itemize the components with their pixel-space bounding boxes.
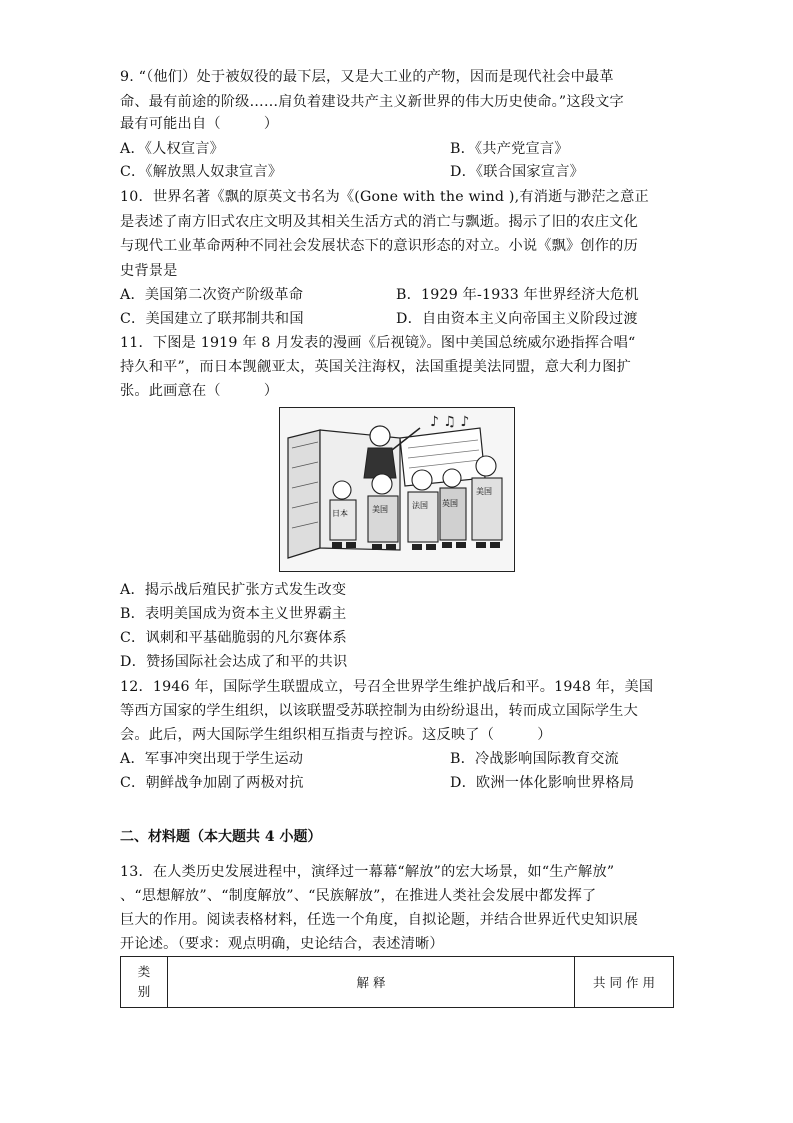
q9-line-2: 命、最有前途的阶级……肩负着建设共产主义新世界的伟大历史使命。”这段文字 [120,94,624,110]
q10-line-1: 10．世界名著《飘的原英文书名为《(Gone with the wind ),有消逝与渺茫之意正 [120,189,649,205]
q9-line-3: 最有可能出自（ ） [120,116,279,132]
q10-line-4: 史背景是 [120,263,178,279]
q12-line-1: 12．1946 年，国际学生联盟成立，号召全世界学生维护战后和平。1948 年，美国 [120,679,654,695]
q13-table [120,956,674,1008]
q11-line-2: 持久和平”，而日本觊觎亚太，英国关注海权，法国重提美法同盟，意大利力图扩 [120,359,632,375]
q9-option-b: B．《共产党宣言》 [450,141,569,157]
q10-option-a: A．美国第二次资产阶级革命 [120,287,304,303]
table-header-category [121,957,168,1008]
table-header-explanation: 解 释 [168,957,575,1008]
q12-option-b: B．冷战影响国际教育交流 [450,751,619,767]
cartoon-rear-view-mirror [279,407,515,572]
q12-line-2: 等西方国家的学生组织，以该联盟受苏联控制为由纷纷退出，转而成立国际学生大 [120,703,638,719]
q9-line-1: 9. “（他们）处于被奴役的最下层，又是大工业的产物，因而是现代社会中最革 [120,69,614,85]
cartoon-illustration [280,408,513,570]
q11-option-b: B．表明美国成为资本主义世界霸主 [120,606,347,622]
q13-line-1: 13．在人类历史发展进程中，演绎过一幕幕“解放”的宏大场景，如“生产解放” [120,864,615,880]
q11-option-d: D．赞扬国际社会达成了和平的共识 [120,654,348,670]
q10-line-3: 与现代工业革命两种不同社会发展状态下的意识形态的对立。小说《飘》创作的历 [120,238,638,254]
q10-option-d: D．自由资本主义向帝国主义阶段过渡 [396,311,638,327]
table-header-row [121,957,674,1008]
q11-option-c: C．讽刺和平基础脆弱的凡尔赛体系 [120,630,347,646]
q11-line-1: 11．下图是 1919 年 8 月发表的漫画《后视镜》。图中美国总统威尔逊指挥合唱“ [120,335,636,351]
q10-option-b: B．1929 年-1933 年世界经济大危机 [396,287,639,303]
table-header-common-effect: 共 同 作 用 [575,957,674,1008]
figure-label-usa-1: 美国 [372,505,388,514]
q13-line-2: 、“思想解放”、“制度解放”、“民族解放”，在推进人类社会发展中都发挥了 [120,888,597,904]
q9-option-d: D．《联合国家宣言》 [450,164,584,180]
q13-line-3: 巨大的作用。阅读表格材料，任选一个角度，自拟论题，并结合世界近代史知识展 [120,912,638,928]
q9-option-c: C．《解放黑人奴隶宣言》 [120,164,283,180]
q10-option-c: C．美国建立了联邦制共和国 [120,311,304,327]
figure-label-usa-2: 美国 [476,487,492,496]
q12-option-a: A．军事冲突出现于学生运动 [120,751,304,767]
q12-option-c: C．朝鲜战争加剧了两极对抗 [120,775,304,791]
section-2-title: 二、材料题（本大题共 4 小题） [120,829,322,845]
q11-line-3: 张。此画意在（ ） [120,383,279,399]
figure-label-france: 法国 [412,501,428,510]
figure-label-japan: 日本 [332,509,348,518]
header-category-text: 类 别 [137,964,151,999]
q12-line-3: 会。此后，两大国际学生组织相互指责与控诉。这反映了（ ） [120,727,552,743]
figure-label-uk: 英国 [442,499,458,508]
q11-option-a: A．揭示战后殖民扩张方式发生改变 [120,582,347,598]
q12-option-d: D．欧洲一体化影响世界格局 [450,775,635,791]
q10-line-2: 是表述了南方旧式农庄文明及其相关生活方式的消亡与飘逝。揭示了旧的农庄文化 [120,214,638,230]
q13-line-4: 开论述。（要求：观点明确，史论结合，表述清晰） [120,936,444,952]
q9-option-a: A．《人权宣言》 [120,141,225,157]
svg-text:♪ ♫ ♪: ♪ ♫ ♪ [430,414,470,430]
